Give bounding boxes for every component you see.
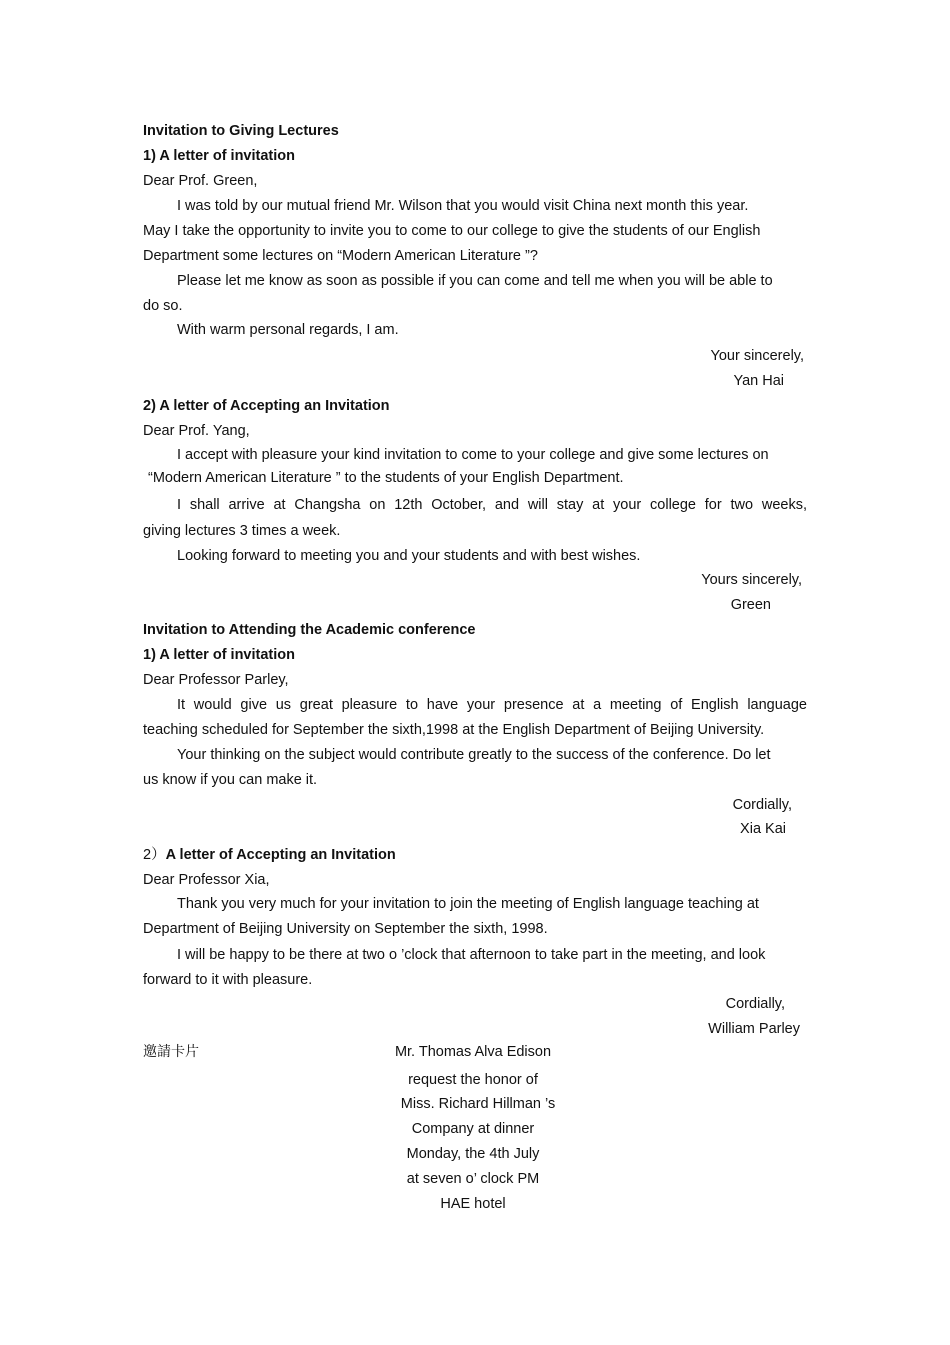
paragraph-line: Please let me know as soon as possible if you can come and tell me when you will be able to	[177, 273, 773, 289]
paragraph-line: do so.	[143, 298, 183, 314]
letter-title: 1) A letter of invitation	[143, 148, 295, 164]
closing: Yours sincerely,	[701, 572, 802, 588]
paragraph-line: Department of Beijing University on September the sixth, 1998.	[143, 921, 548, 937]
paragraph-line: giving lectures 3 times a week.	[143, 523, 341, 539]
paragraph-line: I was told by our mutual friend Mr. Wilson that you would visit China next month this year.	[177, 198, 749, 214]
section-heading: Invitation to Attending the Academic conference	[143, 622, 476, 638]
card-line: Company at dinner	[411, 1121, 535, 1137]
paragraph-line: I will be happy to be there at two o ’clock that afternoon to take part in the meeting, and look	[177, 947, 766, 963]
signature: Yan Hai	[733, 373, 784, 389]
paragraph-line: I accept with pleasure your kind invitation to come to your college and give some lectures on	[177, 447, 769, 463]
letter-title: 1) A letter of invitation	[143, 647, 295, 663]
paragraph-line: Your thinking on the subject would contribute greatly to the success of the conference. Do let	[177, 747, 771, 763]
card-line: request the honor of	[408, 1072, 538, 1088]
card-line: at seven o’ clock PM	[406, 1171, 540, 1187]
signature: Xia Kai	[740, 821, 786, 837]
signature: William Parley	[708, 1021, 800, 1037]
paragraph-line: “Modern American Literature ” to the students of your English Department.	[148, 470, 624, 486]
section-heading: Invitation to Giving Lectures	[143, 123, 339, 139]
card-line: Monday, the 4th July	[406, 1146, 540, 1162]
salutation: Dear Professor Xia,	[143, 872, 270, 888]
signature: Green	[730, 597, 771, 613]
letter-title: 2) A letter of Accepting an Invitation	[143, 398, 390, 414]
paragraph-line: us know if you can make it.	[143, 772, 318, 788]
card-line: Mr. Thomas Alva Edison	[394, 1044, 552, 1060]
paragraph-line: May I take the opportunity to invite you to come to our college to give the students of our English	[143, 223, 761, 239]
letter-number: 2）	[143, 847, 166, 863]
salutation: Dear Prof. Green,	[143, 173, 258, 189]
letter-title-text: A letter of Accepting an Invitation	[165, 847, 396, 863]
paragraph-line: I shall arrive at Changsha on 12th October, and will stay at your college for two weeks,	[177, 497, 807, 513]
closing: Cordially,	[725, 996, 785, 1012]
paragraph-line: With warm personal regards, I am.	[177, 322, 399, 338]
salutation: Dear Prof. Yang,	[143, 423, 250, 439]
paragraph-line: teaching scheduled for September the sixth,1998 at the English Department of Beijing University.	[143, 722, 765, 738]
letter-title	[143, 845, 396, 865]
paragraph-line: forward to it with pleasure.	[143, 972, 313, 988]
closing: Your sincerely,	[710, 348, 804, 364]
closing: Cordially,	[732, 797, 792, 813]
card-label: 邀請卡片	[143, 1044, 199, 1060]
paragraph-line: Thank you very much for your invitation to join the meeting of English language teaching at	[177, 896, 759, 912]
paragraph-line: Looking forward to meeting you and your students and with best wishes.	[177, 548, 641, 564]
card-line: Miss. Richard Hillman ’s	[400, 1096, 556, 1112]
salutation: Dear Professor Parley,	[143, 672, 289, 688]
paragraph-line: It would give us great pleasure to have your presence at a meeting of English language	[177, 697, 807, 713]
paragraph-line: Department some lectures on “Modern American Literature ”?	[143, 248, 538, 264]
card-line: HAE hotel	[440, 1196, 506, 1212]
